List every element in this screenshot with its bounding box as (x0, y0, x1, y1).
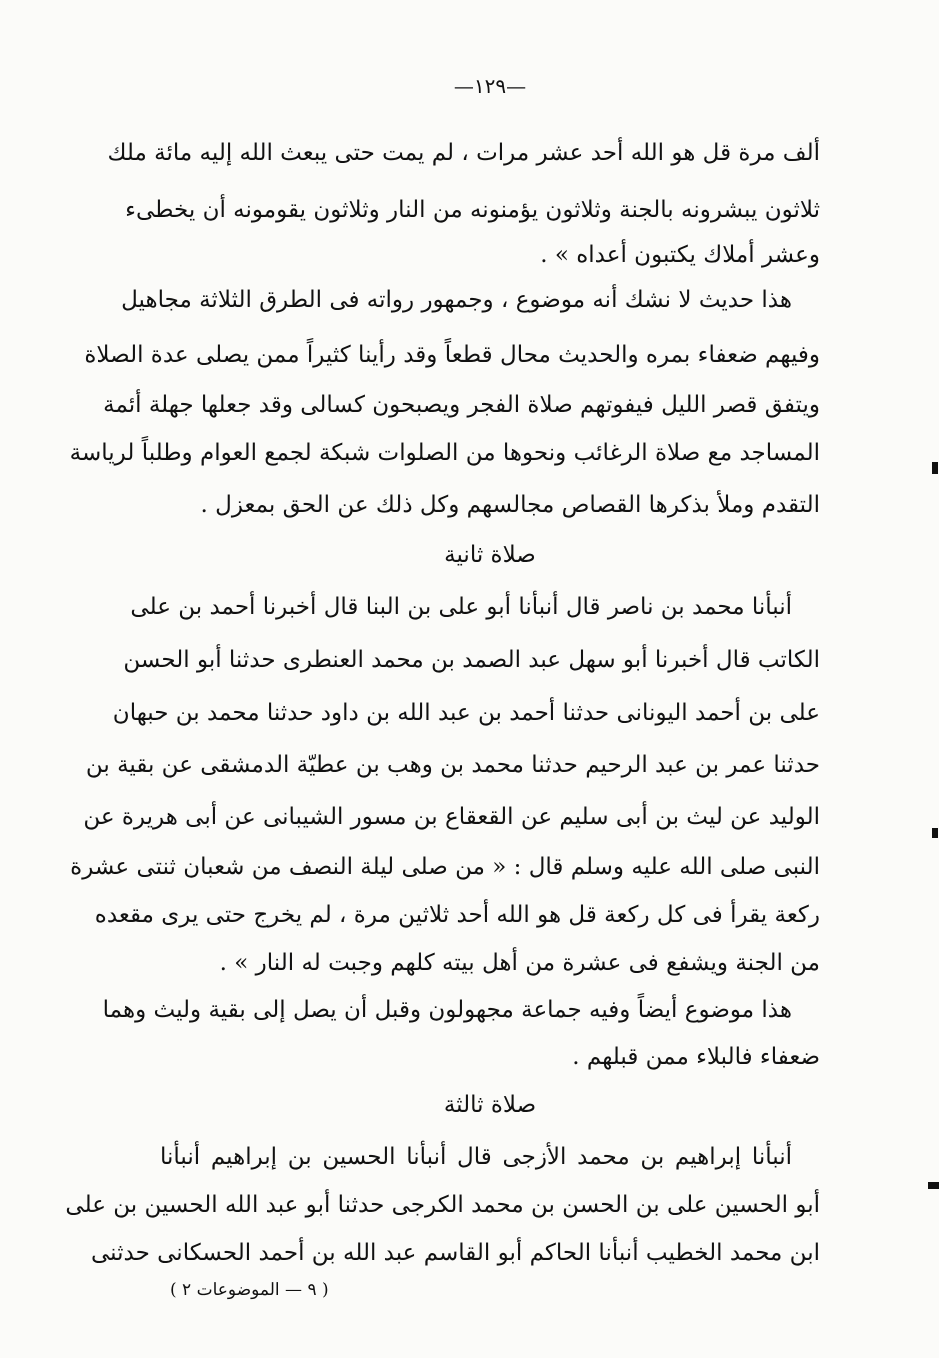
text-line: حدثنا عمر بن عبد الرحيم حدثنا محمد بن وهب بن عطيّة الدمشقى عن بقية بن (85, 752, 820, 778)
text-line: ضعفاء فالبلاء ممن قبلهم . (572, 1044, 820, 1070)
text-line: التقدم وملأ بذكرها القصاص مجالسهم وكل ذلك عن الحق بمعزل . (200, 492, 820, 518)
text-line: وفيهم ضعفاء بمره والحديث محال قطعاً وقد رأينا كثيراً ممن يصلى عدة الصلاة (84, 342, 820, 368)
section-heading: صلاة ثالثة (443, 1092, 537, 1118)
text-line: وعشر أملاك يكتبون أعداه » . (540, 242, 820, 268)
page-footer: ( ٩ — الموضوعات ٢ ) (170, 1280, 329, 1300)
text-line: ثلاثون يبشرونه بالجنة وثلاثون يؤمنونه من النار وثلاثون يقومونه أن يخطىء (125, 197, 820, 223)
text-line: ركعة يقرأ فى كل ركعة قل هو الله أحد ثلاثين مرة ، لم يخرج حتى يرى مقعده (94, 902, 820, 928)
text-line: النبى صلى الله عليه وسلم قال : « من صلى ليلة النصف من شعبان ثنتى عشرة (70, 854, 820, 880)
page-number: —١٢٩— (453, 74, 527, 98)
text-line: أبو الحسين على بن الحسن بن محمد الكرجى حدثنا أبو عبد الله الحسين بن على (65, 1192, 820, 1218)
text-line: الوليد عن ليث بن أبى سليم عن القعقاع بن مسور الشيبانى عن أبى هريرة عن (83, 804, 820, 830)
scan-mark (932, 828, 938, 838)
scan-mark (932, 462, 938, 474)
document-page (65, 60, 820, 1330)
text-line: هذا حديث لا نشك أنه موضوع ، وجمهور رواته فى الطرق الثلاثة مجاهيل (121, 287, 792, 313)
text-line: الكاتب قال أخبرنا أبو سهل عبد الصمد بن محمد العنطرى حدثنا أبو الحسن (123, 647, 820, 673)
text-line: ابن محمد الخطيب أنبأنا الحاكم أبو القاسم عبد الله بن أحمد الحسكانى حدثنى (91, 1240, 820, 1266)
text-line: على بن أحمد اليونانى حدثنا أحمد بن عبد الله بن داود حدثنا محمد بن حبهان (112, 700, 820, 726)
text-line: من الجنة ويشفع فى عشرة من أهل بيته كلهم وجبت له النار » . (219, 950, 820, 976)
text-line: هذا موضوع أيضاً وفيه جماعة مجهولون وقبل أن يصل إلى بقية وليث وهما (102, 997, 792, 1023)
scan-mark (928, 1182, 939, 1189)
text-line: المساجد مع صلاة الرغائب ونحوها من الصلوات شبكة لجمع العوام وطلباً لرياسة (69, 440, 820, 466)
section-heading: صلاة ثانية (444, 542, 536, 568)
text-line: أنبأنا محمد بن ناصر قال أنبأنا أبو على بن البنا قال أخبرنا أحمد بن على (130, 594, 792, 620)
text-line: ويتفق قصر الليل فيفوتهم صلاة الفجر ويصبحون كسالى وقد جعلها جهلة أئمة (103, 392, 820, 418)
text-line: ألف مرة قل هو الله أحد عشر مرات ، لم يمت حتى يبعث الله إليه مائة ملك (107, 140, 820, 166)
text-line: أنبأنا إبراهيم بن محمد الأزجى قال أنبأنا الحسين بن إبراهيم أنبأنا (160, 1144, 792, 1170)
